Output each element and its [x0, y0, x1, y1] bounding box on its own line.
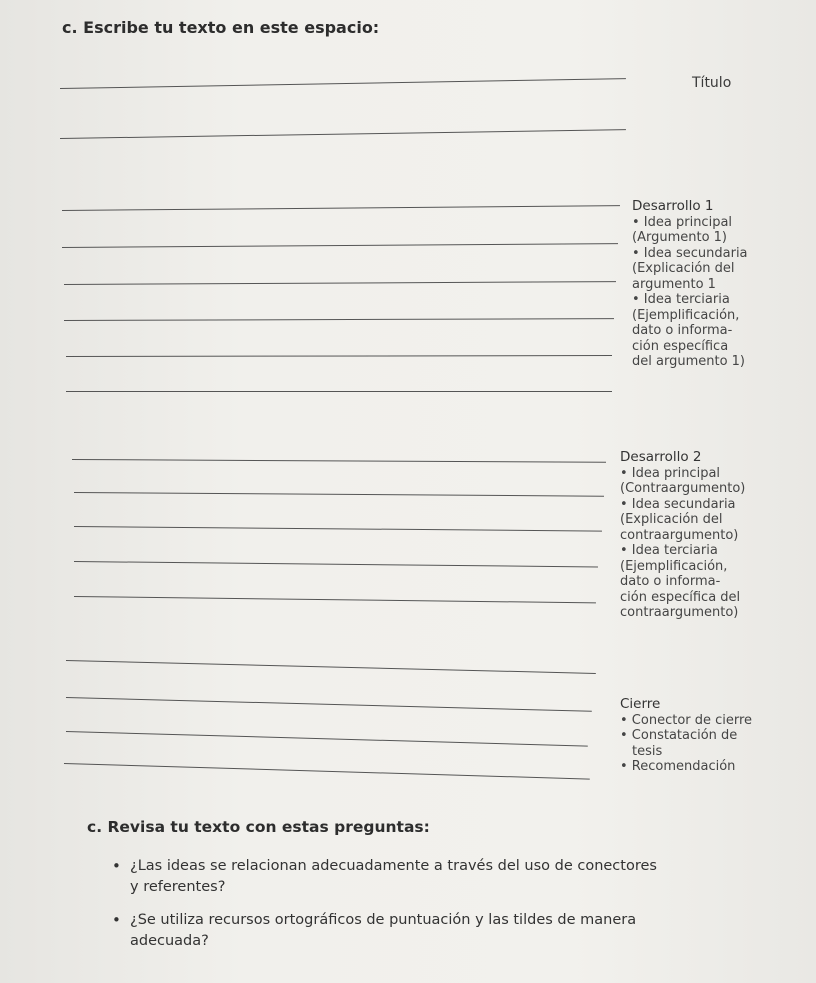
write-section-heading: c. Escribe tu texto en este espacio:	[62, 18, 380, 37]
guide-line: (Argumento 1)	[632, 230, 727, 245]
guide-line: • Idea principal	[632, 214, 733, 230]
guide-line: contraargumento)	[620, 605, 739, 620]
guide-line: tesis	[632, 743, 663, 759]
writing-line[interactable]	[74, 492, 604, 497]
guide-line: (Explicación del	[632, 261, 735, 276]
guide-line: • Idea principal	[620, 465, 721, 481]
guide-line: • Idea terciaria	[620, 543, 718, 558]
writing-line[interactable]	[74, 596, 596, 603]
writing-line[interactable]	[64, 318, 614, 321]
guide-line: • Recomendación	[620, 759, 736, 774]
review-question: • ¿Las ideas se relacionan adecuadamente a través del uso de conectores y referentes?	[110, 856, 670, 898]
desarrollo2-guide	[620, 450, 745, 621]
desarrollo1-guide	[632, 199, 748, 370]
writing-line[interactable]	[64, 763, 590, 780]
desarrollo1-title: Desarrollo 1	[632, 198, 714, 214]
writing-line[interactable]	[66, 697, 592, 712]
guide-line: dato o informa-	[632, 323, 733, 338]
review-questions	[110, 856, 670, 964]
guide-line: argumento 1	[632, 276, 716, 292]
writing-line[interactable]	[62, 243, 618, 248]
writing-line[interactable]	[74, 561, 598, 567]
writing-line[interactable]	[66, 731, 588, 747]
review-section-heading: c. Revisa tu texto con estas preguntas:	[87, 818, 430, 836]
guide-line: (Ejemplificación,	[632, 307, 740, 323]
guide-line: contraargumento)	[620, 527, 739, 543]
guide-line: • Idea secundaria	[632, 245, 748, 261]
guide-line: dato o informa-	[620, 574, 721, 589]
writing-line[interactable]	[62, 205, 620, 211]
cierre-guide	[620, 697, 752, 775]
guide-line: (Contraargumento)	[620, 481, 746, 496]
guide-line: • Constatación de	[620, 728, 738, 743]
desarrollo2-title: Desarrollo 2	[620, 449, 702, 465]
guide-line: • Idea terciaria	[632, 292, 730, 307]
guide-line: ción específica del	[620, 589, 741, 605]
guide-line: (Ejemplificación,	[620, 558, 728, 574]
guide-line: • Conector de cierre	[620, 712, 753, 728]
writing-line[interactable]	[66, 660, 596, 674]
guide-line: del argumento 1)	[632, 354, 745, 369]
intro-writing-line[interactable]	[60, 129, 626, 139]
guide-line: • Idea secundaria	[620, 496, 736, 512]
writing-line[interactable]	[66, 391, 612, 392]
cierre-title: Cierre	[620, 696, 661, 712]
guide-line: ción específica	[632, 338, 729, 354]
writing-line[interactable]	[74, 526, 602, 532]
title-writing-line[interactable]	[60, 78, 626, 89]
writing-line[interactable]	[72, 459, 606, 463]
writing-line[interactable]	[66, 355, 612, 357]
review-question: • ¿Se utiliza recursos ortográficos de puntuación y las tildes de manera adecuada?	[110, 910, 670, 952]
guide-line: (Explicación del	[620, 512, 723, 527]
writing-line[interactable]	[64, 281, 616, 285]
title-label: Título	[692, 75, 732, 91]
